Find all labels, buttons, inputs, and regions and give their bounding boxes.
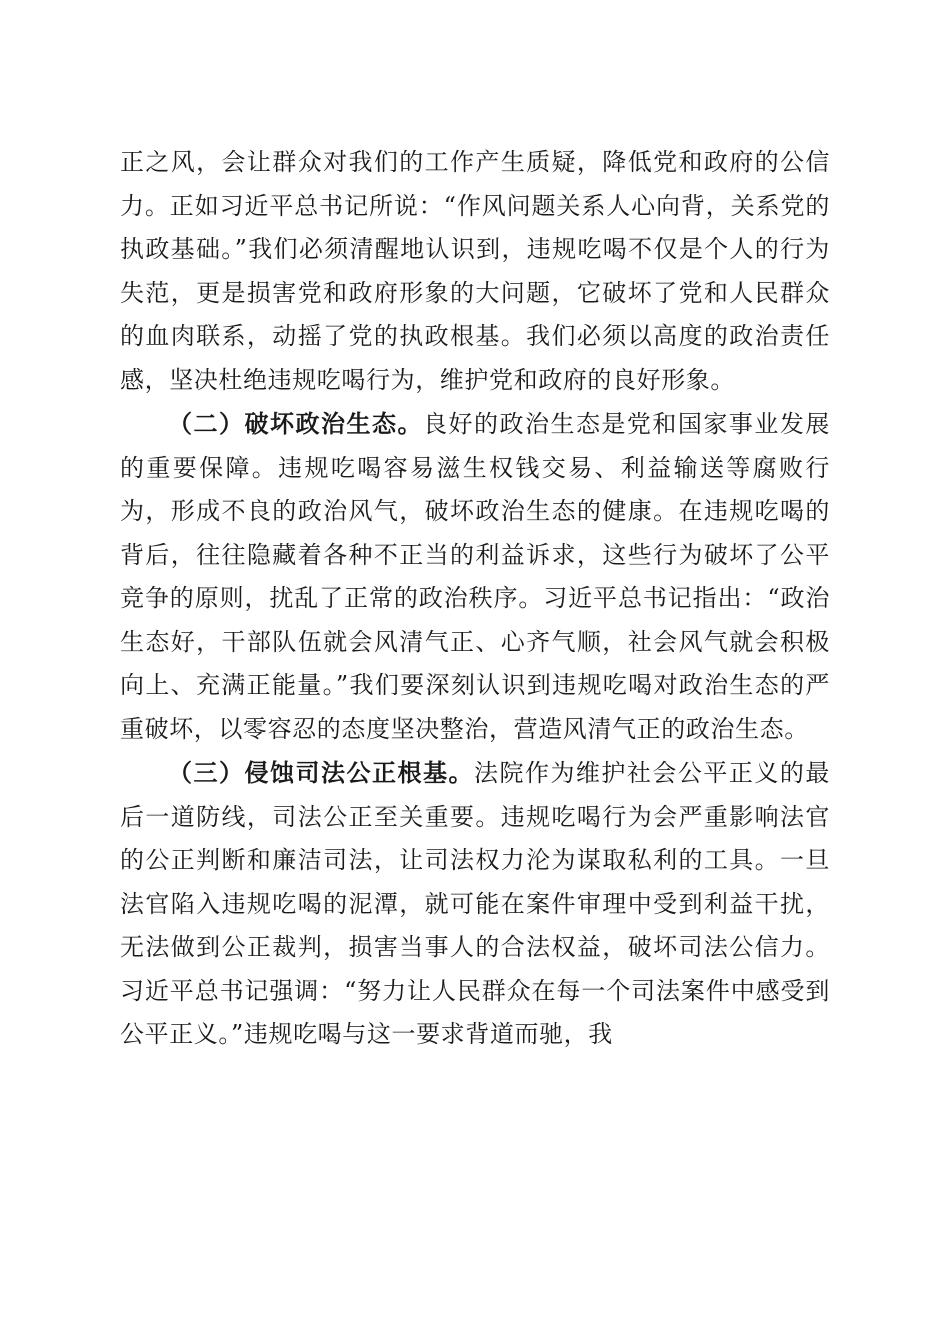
- paragraph-section-2: [120, 402, 830, 751]
- section-heading: （三）侵蚀司法公正根基。: [168, 758, 474, 787]
- paragraph-text: 良好的政治生态是党和国家事业发展的重要保障。违规吃喝容易滋生权钱交易、利益输送等腐败行为，形成不良的政治风气，破坏政治生态的健康。在违规吃喝的背后，往往隐藏着各种不正当的利益诉求，这些行为破坏了公平竞争的原则，扰乱了正常的政治秩序。习近平总书记指出：“政治生态好，干部队伍就会风清气正、心齐气顺，社会风气就会积极向上、充满正能量。”我们要深刻认识到违规吃喝对政治生态的严重破坏，以零容忍的态度坚决整治，营造风清气正的政治生态。: [120, 410, 831, 743]
- paragraph-section-3: [120, 751, 830, 1057]
- section-heading: （二）破坏政治生态。: [168, 409, 423, 438]
- paragraph-text: 法院作为维护社会公平正义的最后一道防线，司法公正至关重要。违规吃喝行为会严重影响法官的公正判断和廉洁司法，让司法权力沦为谋取私利的工具。一旦法官陷入违规吃喝的泥潭，就可能在案件审理中受到利益干扰，无法做到公正裁判，损害当事人的合法权益，破坏司法公信力。习近平总书记强调：“努力让人民群众在每一个司法案件中感受到公平正义。”违规吃喝与这一要求背道而驰，我: [120, 759, 830, 1048]
- document-body: [120, 141, 830, 1057]
- paragraph-text: 正之风，会让群众对我们的工作产生质疑，降低党和政府的公信力。正如习近平总书记所说：“作风问题关系人心向背，关系党的执政基础。”我们必须清醒地认识到，违规吃喝不仅是个人的行为失范，更是损害党和政府形象的大问题，它破坏了党和人民群众的血肉联系，动摇了党的执政根基。我们必须以高度的政治责任感，坚决杜绝违规吃喝行为，维护党和政府的良好形象。: [120, 148, 830, 394]
- paragraph-continuation: [120, 141, 830, 402]
